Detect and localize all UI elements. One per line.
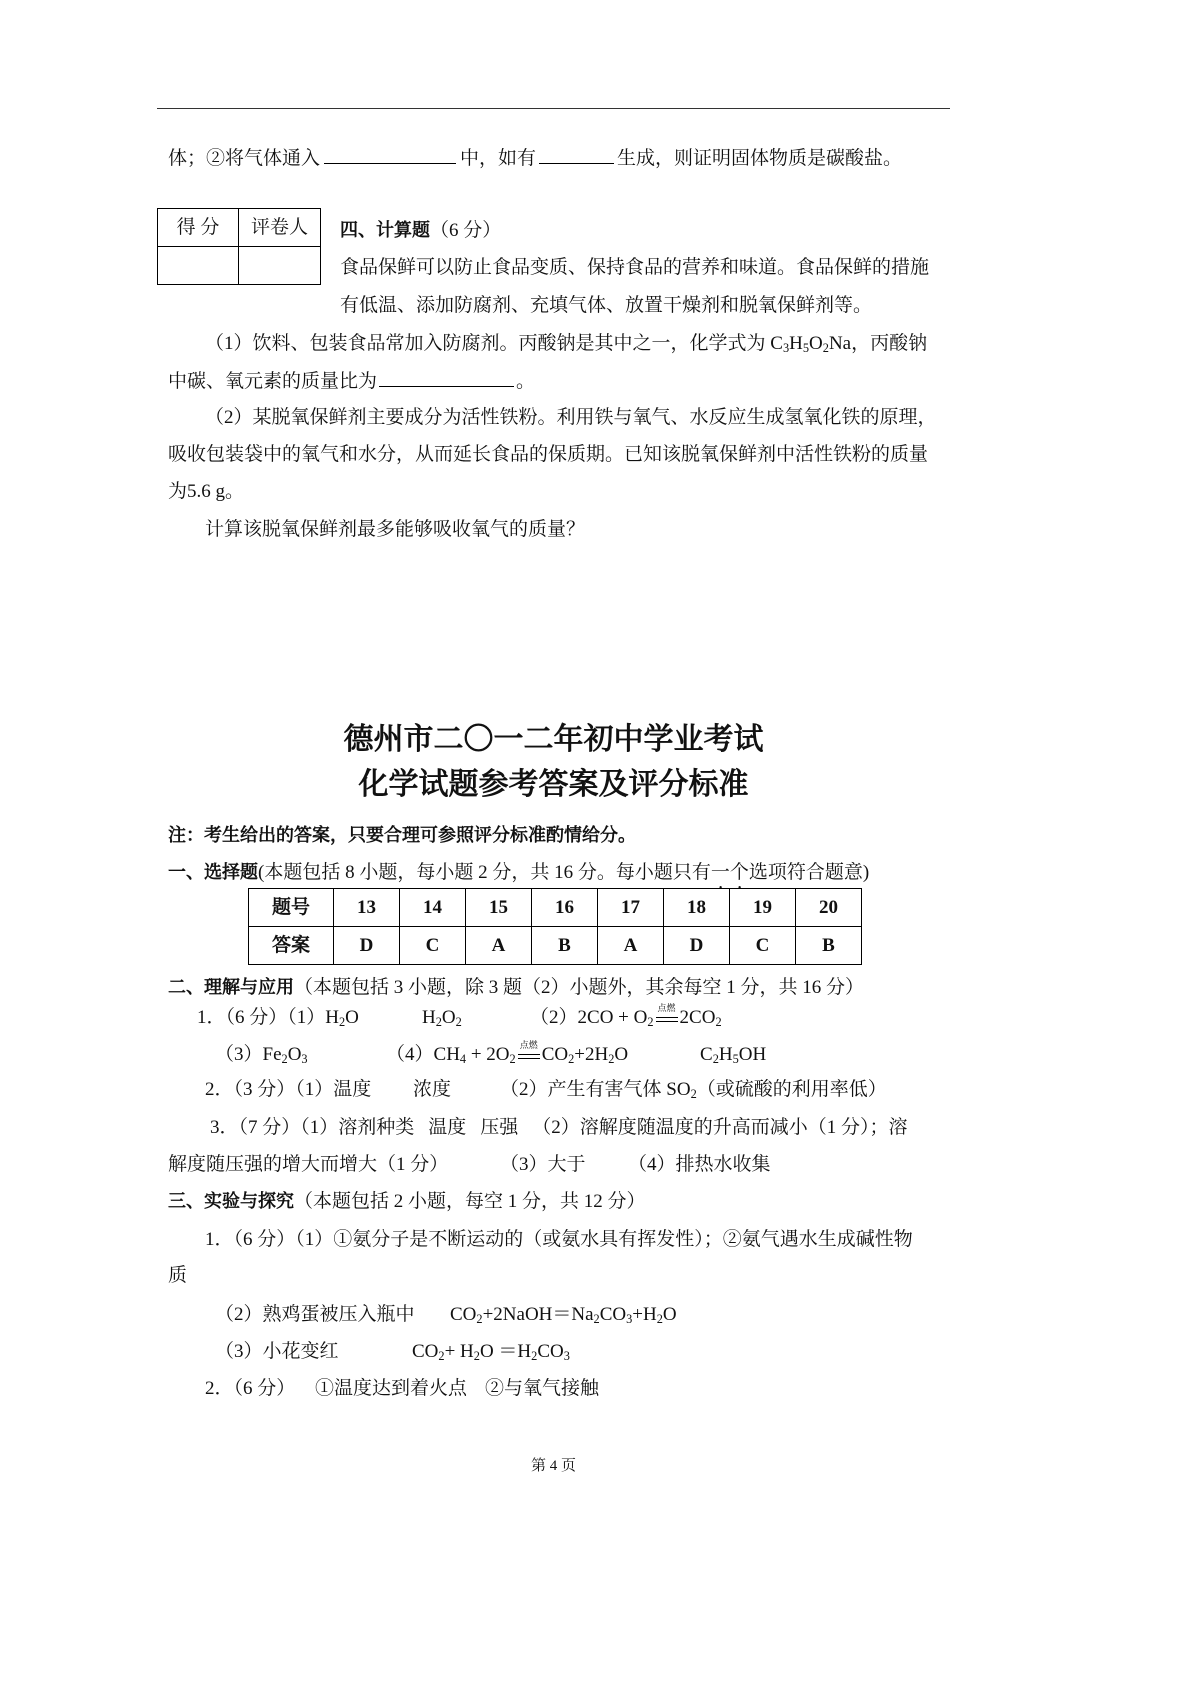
answer-cell: D: [334, 927, 400, 965]
chemical-equation: $CO_2+2NaOH=Na_2CO_3+H_2O$: [450, 1304, 677, 1327]
answer-item: （2）熟鸡蛋被压入瓶中: [215, 1304, 415, 1325]
answer-item: ②与氧气接触: [485, 1378, 600, 1399]
section-heading-title: 四、计算题: [340, 220, 430, 241]
score-cell: [158, 247, 239, 285]
answer-cell: C: [400, 927, 466, 965]
answer-text: 压强: [480, 1117, 519, 1138]
emphasized-text: 一个: [710, 862, 749, 883]
chemical-formula: $SO_2$: [666, 1079, 697, 1102]
exam-tail-text: 生成，则证明固体物质是碳酸盐。: [617, 148, 903, 169]
chemical-formula: $H_2O$: [325, 1007, 359, 1030]
section-heading-points: （6 分）: [430, 220, 502, 241]
reaction-condition: [518, 1039, 540, 1063]
answer-item: 浓度: [413, 1079, 452, 1100]
answer-blank: [324, 145, 456, 164]
equation-reactants: $CH_4 + 2O_2$: [433, 1044, 516, 1067]
answer-cell: B: [532, 927, 598, 965]
reaction-condition-label: 点燃: [519, 1039, 538, 1050]
answer-cell: A: [466, 927, 532, 965]
chemical-equation: $CO_2+ H_2O =H_2CO_3$: [412, 1341, 570, 1364]
reaction-equals-sign: [656, 1017, 678, 1022]
question-line: （2）某脱氧保鲜剂主要成分为活性铁粉。利用铁与氧气、水反应生成氢氧化铁的原理，: [205, 407, 937, 428]
score-box: [157, 208, 321, 285]
reaction-condition-label: 点燃: [657, 1002, 676, 1013]
exam-tail-line: [168, 145, 902, 169]
equation-reactants: $2CO + O_2$: [577, 1007, 654, 1030]
answer-item: [500, 1078, 887, 1102]
answer-item: [700, 1043, 766, 1067]
question-line: [205, 332, 927, 356]
grading-note: 注：考生给出的答案，只要合理可参照评分标准酌情给分。: [168, 825, 636, 846]
chemical-formula: $C_2H_5OH$: [700, 1044, 767, 1067]
grader-label: 评卷人: [239, 209, 321, 247]
question-number: 17: [598, 889, 664, 927]
answer-item: ①温度达到着火点: [315, 1378, 468, 1399]
answer-text: （2）产生有害气体: [500, 1079, 667, 1100]
answer-text: （或硫酸的利用率低）: [696, 1079, 887, 1100]
answer-prefix: 1．（6 分）（1）: [197, 1007, 326, 1028]
question-text: （1）饮料、包装食品常加入防腐剂。丙酸钠是其中之一，化学式为: [205, 333, 771, 354]
exam-tail-text: 中，如有: [460, 148, 537, 169]
section-heading: [340, 219, 501, 243]
chemical-equation: [386, 1039, 629, 1067]
question-text: ，丙酸钠: [851, 333, 928, 354]
answer-item: 2．（3 分）（1）温度: [205, 1079, 372, 1100]
header-rule: [157, 108, 950, 109]
paragraph-line: 食品保鲜可以防止食品变质、保持食品的营养和味道。食品保鲜的措施: [340, 257, 930, 278]
answer-text: 3．（7 分）（1）溶剂种类: [210, 1117, 415, 1138]
chemical-equation: [530, 1002, 722, 1030]
answer-line: 质: [168, 1265, 188, 1286]
question-line: 吸收包装袋中的氧气和水分，从而延长食品的保质期。已知该脱氧保鲜剂中活性铁粉的质量: [168, 444, 929, 465]
answer-line: [210, 1116, 908, 1140]
answer-item: （3）大于: [500, 1154, 586, 1175]
section-heading-title: 三、实验与探究: [168, 1191, 294, 1212]
question-number: 15: [466, 889, 532, 927]
grader-cell: [239, 247, 321, 285]
chemical-formula: $Fe_2O_3$: [262, 1044, 308, 1067]
answer-prefix: （4）: [386, 1044, 434, 1065]
answer-cell: B: [796, 927, 862, 965]
section-heading: [168, 861, 869, 885]
question-number: 13: [334, 889, 400, 927]
table-row: [249, 889, 862, 927]
reaction-equals-sign: [518, 1054, 540, 1059]
question-line: [168, 368, 535, 392]
question-line: 为5.6 g。: [168, 481, 245, 502]
section-description: (本题包括 8 小题，每小题 2 分，共 16 分。每小题只有: [258, 862, 711, 883]
question-number: 14: [400, 889, 466, 927]
section-heading: [168, 1190, 646, 1214]
question-line: 计算该脱氧保鲜剂最多能够吸收氧气的质量？: [205, 519, 586, 540]
paragraph-line: 有低温、添加防腐剂、充填气体、放置干燥剂和脱氧保鲜剂等。: [340, 295, 873, 316]
question-number: 19: [730, 889, 796, 927]
question-number: 18: [664, 889, 730, 927]
row-label: 题号: [249, 889, 334, 927]
score-label: 得 分: [158, 209, 239, 247]
answer-item: [215, 1043, 308, 1067]
answer-text: 温度: [428, 1117, 467, 1138]
answer-text: （2）溶解度随温度的升高而减小（1 分）；溶: [532, 1117, 908, 1138]
answer-key-subtitle: 化学试题参考答案及评分标准: [358, 767, 749, 802]
section-description: （本题包括 3 小题，除 3 题（2）小题外，其余每空 1 分，共 16 分）: [294, 977, 865, 998]
equation-products: $2CO_2$: [679, 1007, 722, 1030]
question-text: 中碳、氧元素的质量比为: [168, 371, 378, 392]
exam-tail-text: 体；②将气体通入: [168, 148, 321, 169]
answer-item: （3）小花变红: [215, 1341, 339, 1362]
answer-item: 解度随压强的增大而增大（1 分）: [168, 1154, 449, 1175]
answer-item: [197, 1006, 359, 1030]
section-heading-title: 一、选择题: [168, 862, 258, 883]
answer-item: [422, 1006, 462, 1030]
answer-blank: [539, 145, 614, 164]
answer-cell: A: [598, 927, 664, 965]
chemical-formula: $H_2O_2$: [422, 1007, 462, 1030]
chemical-formula: $C_3H_5O_2Na$: [770, 333, 852, 356]
section-description: （本题包括 2 小题，每空 1 分，共 12 分）: [294, 1191, 646, 1212]
multiple-choice-answer-table: [248, 888, 862, 965]
answer-item: （4）排热水收集: [628, 1154, 771, 1175]
page-number: 第 4 页: [530, 1458, 576, 1474]
question-number: 20: [796, 889, 862, 927]
section-heading-title: 二、理解与应用: [168, 977, 294, 998]
answer-prefix: （2）: [530, 1007, 578, 1028]
reaction-condition: [656, 1002, 678, 1026]
section-description: 选项符合题意): [748, 862, 870, 883]
question-number: 16: [532, 889, 598, 927]
answer-cell: D: [664, 927, 730, 965]
row-label: 答案: [249, 927, 334, 965]
answer-line: 1．（6 分）（1）①氨分子是不断运动的（或氨水具有挥发性）；②氨气遇水生成碱性物: [205, 1229, 913, 1250]
answer-item: 2．（6 分）: [205, 1378, 296, 1399]
equation-products: $CO_2+2H_2O$: [541, 1044, 629, 1067]
table-row: [249, 927, 862, 965]
answer-cell: C: [730, 927, 796, 965]
question-text: 。: [516, 371, 536, 392]
answer-key-title: 德州市二〇一二年初中学业考试: [343, 722, 764, 757]
answer-blank: [379, 368, 514, 387]
answer-prefix: （3）: [215, 1044, 263, 1065]
section-heading: [168, 976, 864, 1000]
